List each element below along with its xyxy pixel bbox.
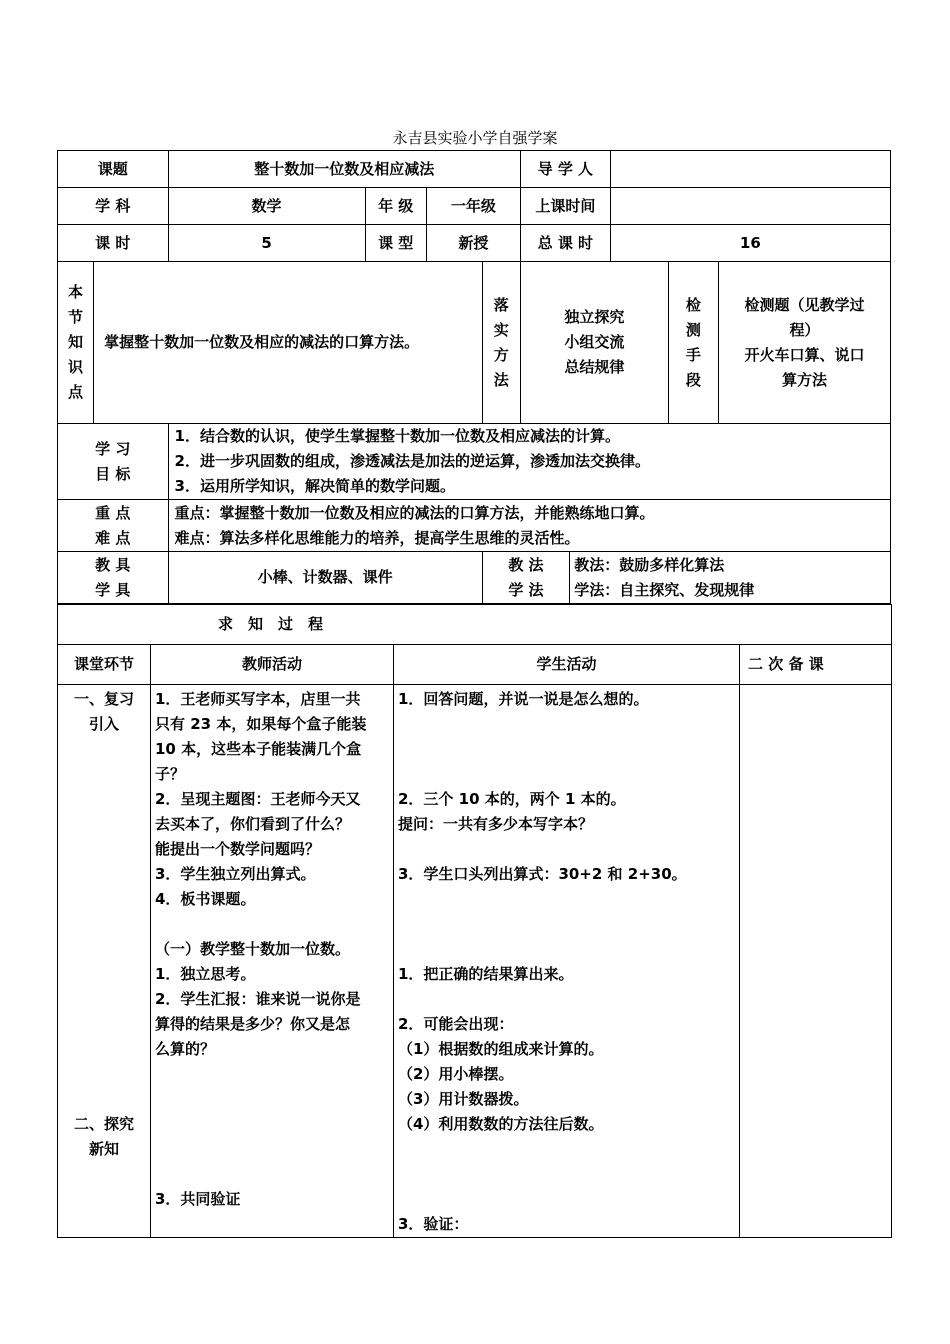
- header-stage: 课堂环节: [58, 645, 151, 685]
- type-value: 新授: [426, 225, 520, 262]
- guide-label: 导 学 人: [520, 151, 610, 188]
- teacher-activity: 1．王老师买写字本，店里一共 只有 23 本，如果每个盒子能装 10 本，这些本子能装满几个盒 子？ 2．呈现主题图：王老师今天又 去买本了，你们看到了什么？ 能提出一个数学问题吗？ 3．学生独立列出算式。 4．板书课题。 （一）教学整十数加一位数。 1．独立思考。 2．学生汇报：谁来说一说你是 算得的结果是多少？你又是怎 么算的？ 3．共同验证: [151, 685, 394, 1238]
- subject-label: 学 科: [58, 188, 169, 225]
- method-content: 独立探究 小组交流 总结规律: [520, 262, 668, 424]
- keypoint-item: 重点：掌握整十数加一位数及相应的减法的口算方法，并能熟练地口算。: [174, 503, 655, 522]
- process-table: [57, 604, 892, 1238]
- topic-value: 整十数加一位数及相应减法: [168, 151, 520, 188]
- keypoints-content: [168, 500, 890, 552]
- type-label: 课 型: [365, 225, 426, 262]
- tools-label: 教 具 学 具: [58, 552, 169, 604]
- second-prep-column: [740, 685, 892, 1238]
- test-content: 检测题（见教学过 程） 开火车口算、说口 算方法: [719, 262, 891, 424]
- tools-content: 小棒、计数器、课件: [168, 552, 482, 604]
- method-label: 落 实 方 法: [482, 262, 520, 424]
- stage-explore: 二、探究: [73, 1115, 134, 1133]
- goal-item: 1．结合数的认识，使学生掌握整十数加一位数及相应减法的计算。: [174, 427, 620, 445]
- student-activity: 1．回答问题，并说一说是怎么想的。 2．三个 10 本的，两个 1 本的。 提问：一共有多少本写字本？ 3．学生口头列出算式：30+2 和 2+30。 1．把正确的结果算出来。 2．可能会出现： （1）根据数的组成来计算的。 （2）用小棒摆。 （3）用计数器拨。 （4）利用数数的方法往后数。 3．验证：: [394, 685, 740, 1238]
- topic-label: 课题: [58, 151, 169, 188]
- header-teacher: 教师活动: [151, 645, 394, 685]
- stage-review: 一、复习: [73, 690, 134, 708]
- keypoints-label: 重 点 难 点: [58, 500, 169, 552]
- guide-value: [610, 151, 890, 188]
- goal-item: 3．运用所学知识，解决简单的数学问题。: [174, 477, 455, 495]
- knowledge-content: 掌握整十数加一位数及相应的减法的口算方法。: [94, 262, 483, 424]
- lesson-info-table: [57, 150, 891, 604]
- goal-item: 2．进一步巩固数的组成，渗透减法是加法的逆运算，渗透加法交换律。: [174, 452, 650, 470]
- class-time-value: [610, 188, 890, 225]
- teach-method-label: 教 法 学 法: [482, 552, 570, 604]
- goals-label: 学 习 目 标: [58, 424, 169, 500]
- header-second-prep: 二 次 备 课: [740, 645, 892, 685]
- period-label: 课 时: [58, 225, 169, 262]
- test-label: 检 测 手 段: [668, 262, 718, 424]
- header-student: 学生活动: [394, 645, 740, 685]
- subject-value: 数学: [168, 188, 365, 225]
- period-value: 5: [168, 225, 365, 262]
- grade-label: 年 级: [365, 188, 426, 225]
- process-title: 求 知 过 程: [58, 605, 892, 645]
- stage-column: 一、复习 引入 二、探究 新知: [58, 685, 151, 1238]
- page-title: 永吉县实验小学自强学案: [392, 129, 558, 147]
- teach-method-content: 教法：鼓励多样化算法 学法：自主探究、发现规律: [570, 552, 891, 604]
- knowledge-label: 本 节 知 识 点: [58, 262, 94, 424]
- keypoint-item: 难点：算法多样化思维能力的培养，提高学生思维的灵活性。: [174, 528, 580, 547]
- total-periods-label: 总 课 时: [520, 225, 610, 262]
- grade-value: 一年级: [426, 188, 520, 225]
- class-time-label: 上课时间: [520, 188, 610, 225]
- goals-content: [168, 424, 890, 500]
- total-periods-value: 16: [610, 225, 890, 262]
